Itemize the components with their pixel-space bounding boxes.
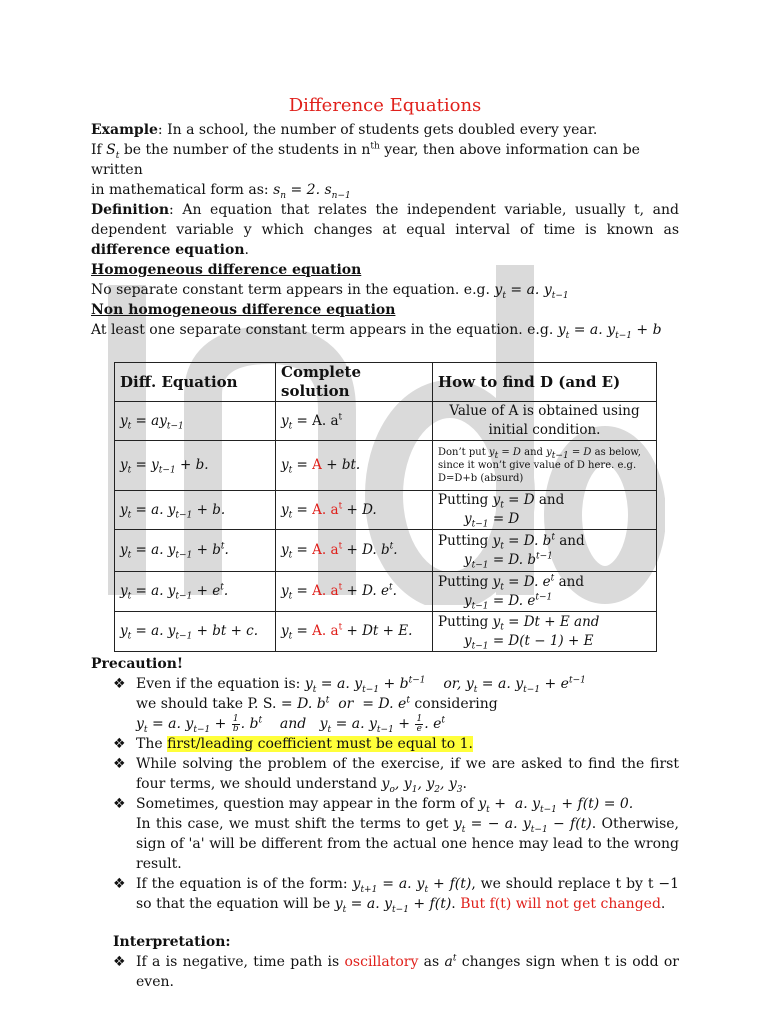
diamond-bullet-icon: ❖ <box>113 954 126 970</box>
table-row: $y_t = ay_{t-1}$ $y_t = A$. $a^t$ Value of A is obtained using initial condition. <box>115 402 657 441</box>
list-item: ❖ The first/leading coefficient must be equal to 1. <box>113 736 473 752</box>
diamond-bullet-icon: ❖ <box>113 796 126 812</box>
list-item: ❖ While solving the problem of the exercise, if we are asked to find the first four terms, we should understand $y_o$, $y_1$, $y_2$, $y_3$. <box>113 756 679 795</box>
precaution-list <box>91 674 679 914</box>
header-how-to-find: How to find D (and E) <box>433 363 657 402</box>
definition-label: Definition <box>91 202 170 218</box>
table-row: $y_t = y_{t-1} + b$. $y_t = A$ + bt. Don’t put $y_t = D$ and $y_{t-1} = D$ as below, since it won’t give value of D here. e.g. D=D+b (absurd) <box>115 441 657 491</box>
header-complete-solution: Complete solution <box>276 363 433 402</box>
definition-paragraph: Definition: An equation that relates the independent variable, usually t, and dependent variable y which changes at equal interval of time is known as difference equation. <box>91 202 679 258</box>
page-title: Difference Equations <box>288 95 482 116</box>
highlighted-note: first/leading coefficient must be equal to 1. <box>167 736 473 752</box>
example-formula: $s_n = 2$. $s_{n-1}$ <box>273 182 351 201</box>
header-diff-equation: Diff. Equation <box>115 363 276 402</box>
homogeneous-heading: Homogeneous difference equation <box>91 262 362 278</box>
table-header-row <box>115 363 657 402</box>
table-row: $y_t = a$. $y_{t-1} + b$. $y_t = A$. $a^t + D$. Putting $y_t = D$ and $y_{t-1} = D$ <box>115 491 657 530</box>
table-row: $y_t = a$. $y_{t-1} + b^t$. $y_t = A$. $a^t + D$. $b^t$. Putting $y_t = D$. $b^t$ and $y_{t-1} = D$. $b^{t-1}$ <box>115 530 657 572</box>
diamond-bullet-icon: ❖ <box>113 676 126 692</box>
diamond-bullet-icon: ❖ <box>113 736 126 752</box>
example-line-2: If $S_t$ be the number of the students in $n^{th}$ year, then above information can be written <box>91 141 640 178</box>
list-item: ❖ If the equation is of the form: $y_{t+1} = a$. $y_t + f(t)$, we should replace t by t −1 so that the equation will be $y_t = a$. $y_{t-1} + f(t)$. But f(t) will not get changed. <box>113 876 679 915</box>
non-homogeneous-heading: Non homogeneous difference equation <box>91 302 396 318</box>
diamond-bullet-icon: ❖ <box>113 756 126 772</box>
solutions-table <box>114 362 657 652</box>
interpretation-heading: Interpretation: <box>113 934 231 950</box>
example-line-1: Example: In a school, the number of students gets doubled every year. <box>91 122 598 138</box>
non-homogeneous-text: At least one separate constant term appears in the equation. e.g. $y_t = a$. $y_{t-1} + b$ <box>91 322 662 341</box>
homogeneous-text: No separate constant term appears in the equation. e.g. $y_t = a$. $y_{t-1}$ <box>91 282 569 301</box>
table-row: $y_t = a$. $y_{t-1} + e^t$. $y_t = A$. $a^t + D$. $e^t$. Putting $y_t = D$. $e^t$ and $y_{t-1} = D$. $e^{t-1}$ <box>115 572 657 612</box>
document-body <box>91 94 679 992</box>
precaution-heading: Precaution! <box>91 656 184 672</box>
table-row: $y_t = a$. $y_{t-1}$ + bt + c. $y_t = A$. $a^t + Dt + E$. Putting $y_t = Dt + E$ and $y_{t-1} = D(t - 1) + E$ <box>115 612 657 652</box>
example-line-3: in mathematical form as: $s_n = 2$. $s_{n-1}$ <box>91 182 351 201</box>
diamond-bullet-icon: ❖ <box>113 876 126 892</box>
list-item: ❖ If a is negative, time path is oscillatory as $a^t$ changes sign when t is odd or even. <box>113 953 679 990</box>
list-item: ❖ Even if the equation is: $y_t = a$. $y_{t-1} + b^{t-1}$ or, $y_t = a$. $y_{t-1} + e^{t-1}$ we should take P. S. = D. $b^t$ or = D. $e^t$ considering $y_t = a$. $y_{t-1}$ + $\frac{1}{b}$ . $b^t$ and $y_t = a$. $y_{t-1}$ + $\frac{1}{e}$ . $e^t$ <box>113 675 586 735</box>
example-label: Example <box>91 122 158 138</box>
interpretation-list <box>91 952 679 992</box>
list-item: ❖ Sometimes, question may appear in the form of $y_t + a$. $y_{t-1} + f(t) = 0$. In this case, we must shift the terms to get $y_t$ = − a. $y_{t-1} - f(t)$. Otherwise, sign of 'a' will be different from the actual one hence may lead to the wrong result. <box>113 796 679 872</box>
